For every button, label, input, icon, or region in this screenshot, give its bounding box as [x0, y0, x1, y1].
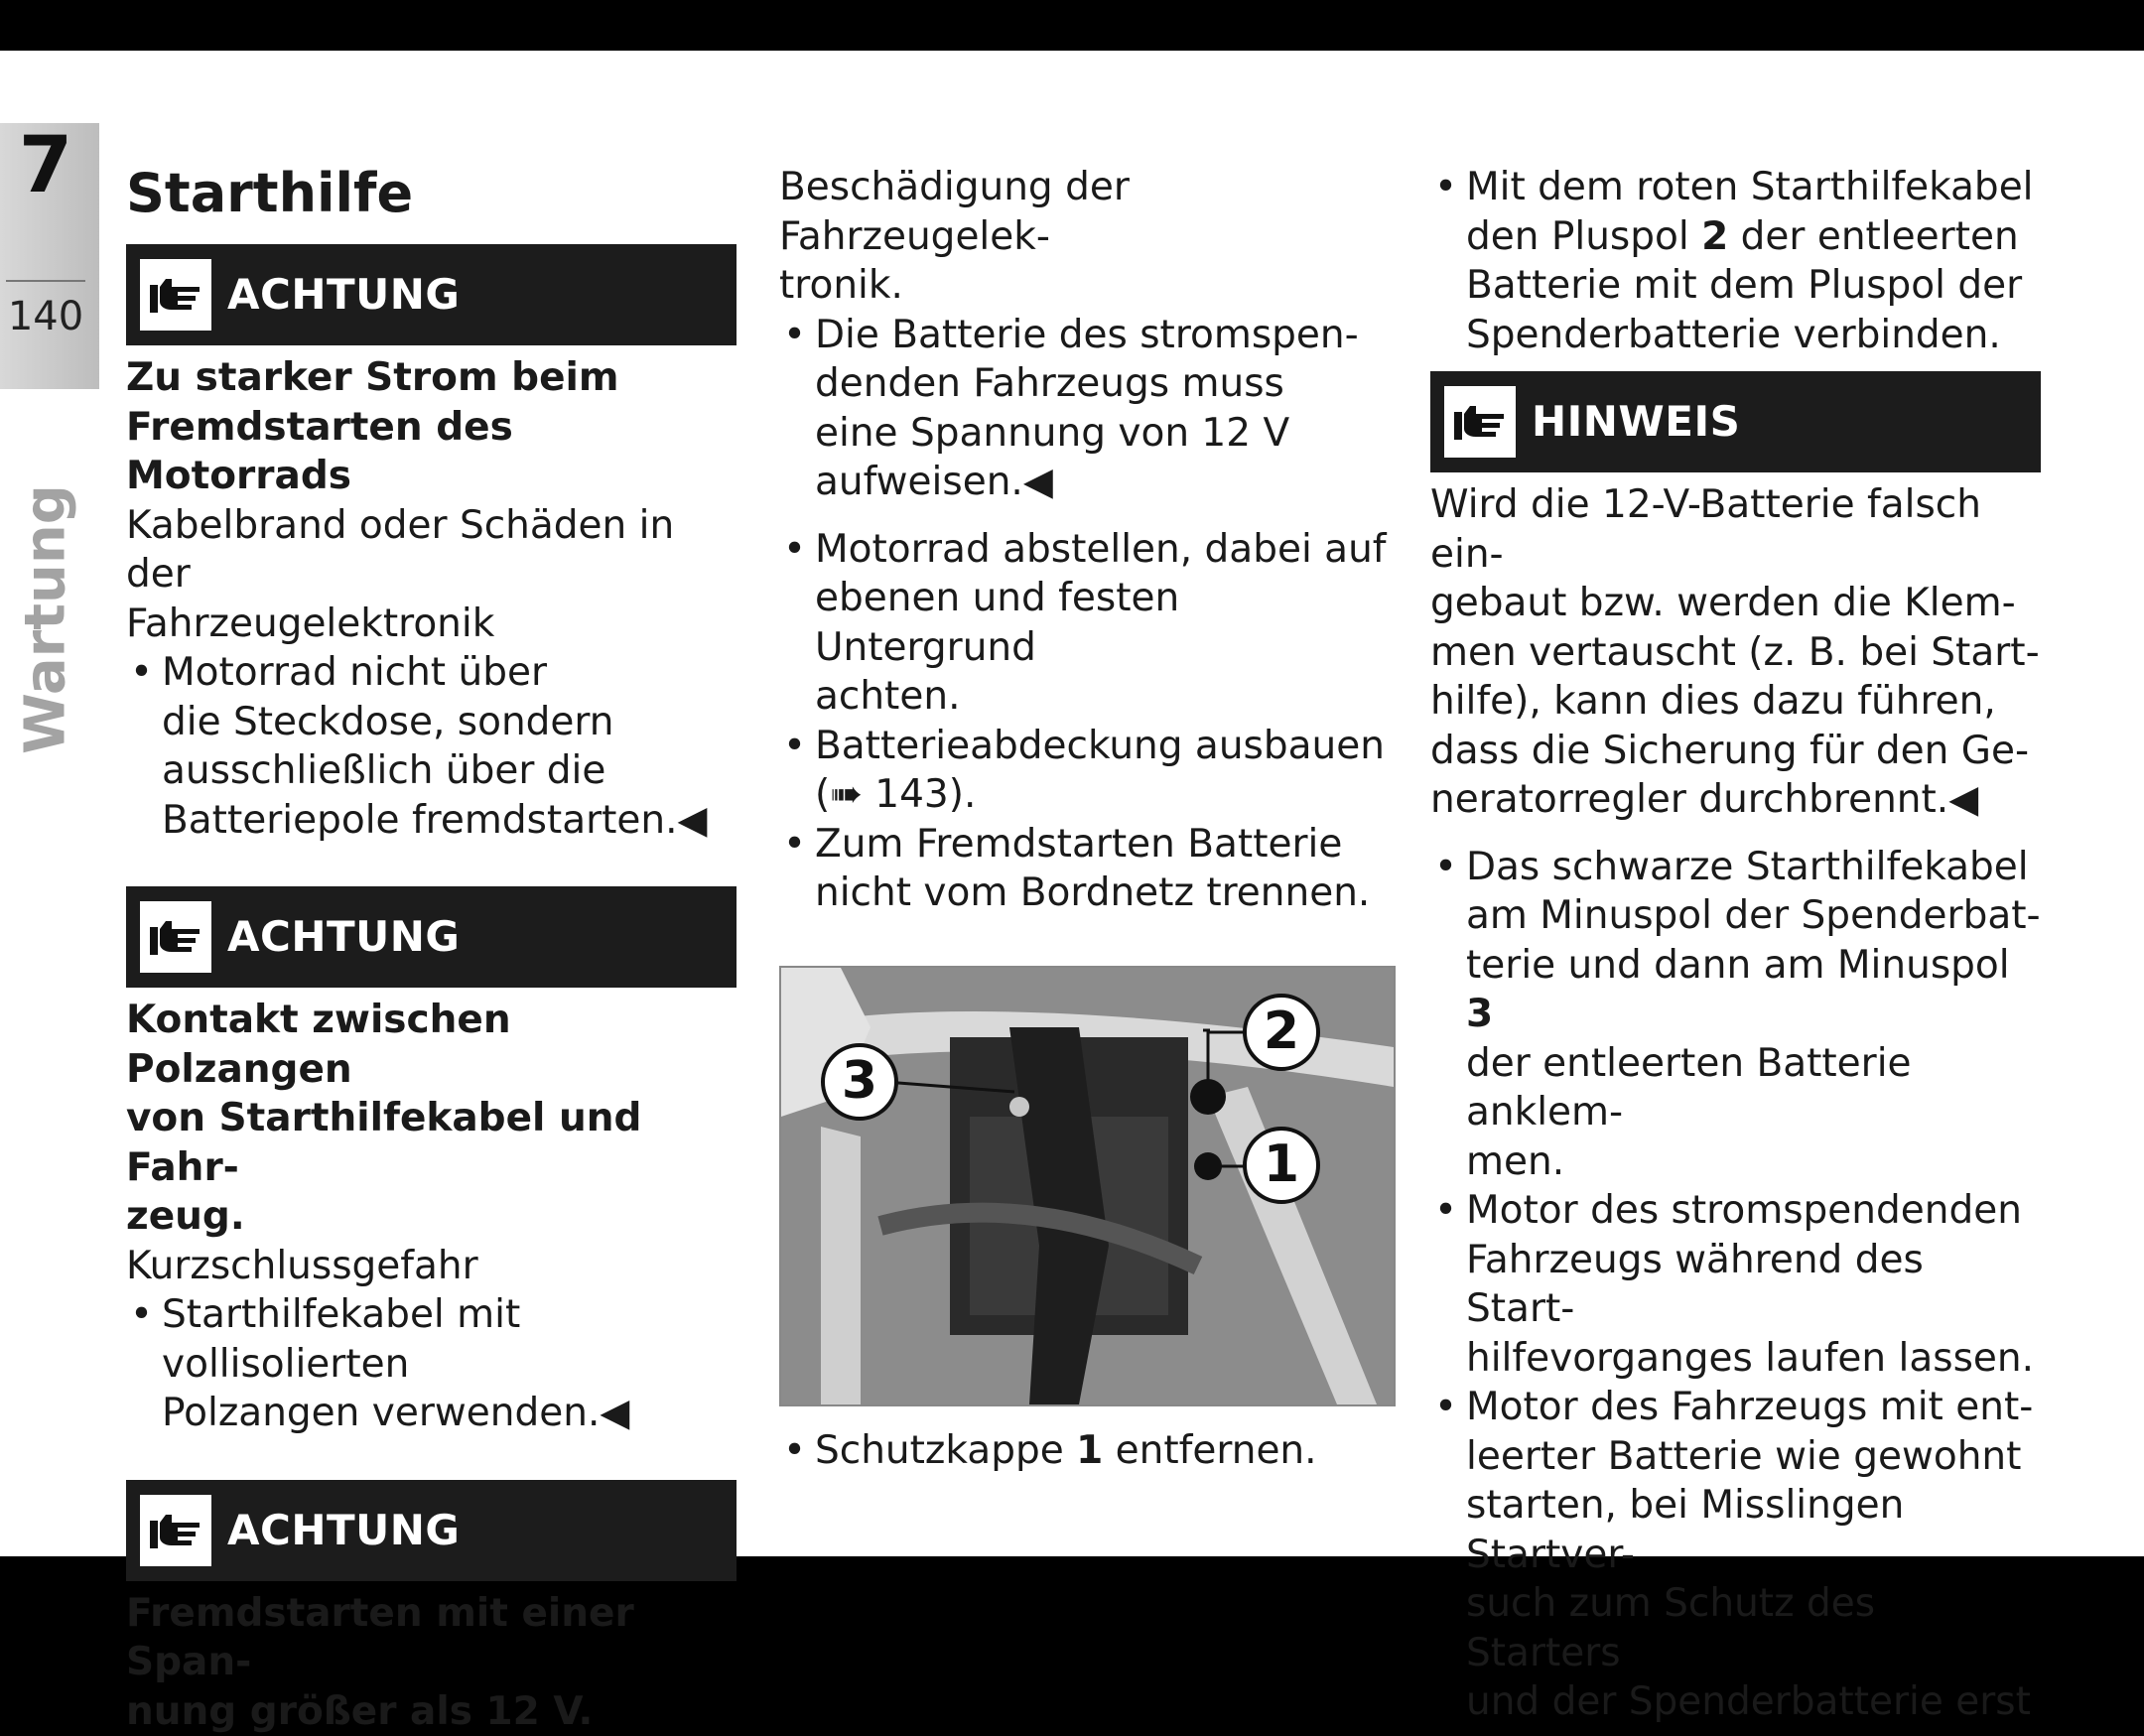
- chapter-number: 7: [0, 127, 91, 204]
- text-line: neratorregler durchbrennt.◀: [1430, 775, 2041, 825]
- bullet-item: [1430, 1186, 2041, 1383]
- text-line: such zum Schutz des Starters: [1466, 1579, 2041, 1677]
- text-line: ausschließlich über die: [162, 746, 737, 796]
- chapter-divider: [6, 280, 85, 282]
- warning-consequence: [126, 1242, 737, 1291]
- text-line: achten.: [815, 672, 1395, 722]
- warning-heading: [126, 1589, 737, 1736]
- text-line: denden Fahrzeugs muss: [815, 359, 1395, 409]
- column-1: [126, 161, 737, 1736]
- continued-text: [779, 163, 1395, 311]
- text-line: Zu starker Strom beim: [126, 353, 737, 403]
- text-line: • Starthilfekabel mit vollisolierten: [162, 1290, 737, 1389]
- text-line: am Minuspol der Spenderbat-: [1466, 891, 2041, 941]
- callout-reference: 2: [1701, 214, 1728, 259]
- text-line: leerter Batterie wie gewohnt: [1466, 1432, 2041, 1482]
- text-line: • Das schwarze Starthilfekabel: [1466, 843, 2041, 892]
- note-hand-icon: [1444, 386, 1516, 458]
- text-line: gebaut bzw. werden die Klem-: [1430, 579, 2041, 628]
- text-line: aufweisen.◀: [815, 458, 1395, 507]
- text-part: den Pluspol: [1466, 214, 1701, 259]
- warning-label: ACHTUNG: [227, 1506, 460, 1555]
- bullet-item: [1430, 163, 2041, 359]
- callout-1: 1: [1243, 1127, 1320, 1204]
- text-part: entfernen.: [1103, 1428, 1316, 1473]
- bullet-item: [126, 1290, 737, 1438]
- text-line: Kontakt zwischen Polzangen: [126, 996, 737, 1094]
- note-banner: [1430, 371, 2041, 472]
- warning-heading: [126, 353, 737, 501]
- text-line: hilfevorganges laufen lassen.: [1466, 1334, 2041, 1384]
- warning-hand-icon: [140, 1495, 211, 1566]
- text-line: der entleerten Batterie anklem-: [1466, 1039, 2041, 1137]
- text-line: von Starthilfekabel und Fahr-: [126, 1094, 737, 1192]
- column-2: [779, 163, 1395, 1475]
- page-number: 140: [0, 294, 91, 339]
- text-line: Beschädigung der Fahrzeugelek-: [779, 163, 1395, 261]
- text-line: eine Spannung von 12 V: [815, 409, 1395, 459]
- top-black-bar: [0, 0, 2144, 51]
- text-line: • Batterieabdeckung ausbauen: [815, 722, 1395, 771]
- text-line: • Motor des Fahrzeugs mit ent-: [1466, 1383, 2041, 1432]
- note-label: HINWEIS: [1532, 397, 1740, 447]
- text-line: tronik.: [779, 261, 1395, 311]
- text-line: dass die Sicherung für den Ge-: [1430, 727, 2041, 776]
- text-part: der entleerten: [1728, 214, 2018, 259]
- battery-photo: [779, 966, 1396, 1406]
- warning-label: ACHTUNG: [227, 912, 460, 962]
- text-line: men.: [1466, 1137, 2041, 1187]
- callout-reference: 3: [1466, 992, 1493, 1036]
- text-line: Fremdstarten des Motorrads: [126, 403, 737, 501]
- text-line: Batterie mit dem Pluspol der: [1466, 261, 2041, 311]
- text-line: Fahrzeugelektronik: [126, 600, 737, 649]
- text-line: Fremdstarten mit einer Span-: [126, 1589, 737, 1687]
- text-line: • Zum Fremdstarten Batterie: [815, 820, 1395, 869]
- text-line: nicht vom Bordnetz trennen.: [815, 868, 1395, 918]
- warning-heading: [126, 996, 737, 1242]
- column-3: [1430, 163, 2041, 1727]
- bullet-item: [779, 1426, 1395, 1476]
- bullet-item: [1430, 843, 2041, 1187]
- callout-2: 2: [1243, 994, 1320, 1071]
- text-line: • Motor des stromspendenden: [1466, 1186, 2041, 1236]
- text-line: (➠ 143).: [815, 770, 1395, 820]
- text-line: • Mit dem roten Starthilfekabel: [1466, 163, 2041, 212]
- text-line: nung größer als 12 V.: [126, 1687, 737, 1736]
- text-line: [1466, 941, 2041, 1039]
- bullet-item: [779, 525, 1395, 722]
- text-part: Schutzkappe: [815, 1428, 1076, 1473]
- bullet-item: [779, 311, 1395, 507]
- text-line: starten, bei Misslingen Startver-: [1466, 1481, 2041, 1579]
- text-line: die Steckdose, sondern: [162, 698, 737, 747]
- warning-banner: [126, 886, 737, 988]
- text-line: • Motorrad nicht über: [162, 648, 737, 698]
- text-part: terie und dann am Minuspol: [1466, 943, 2010, 988]
- warning-banner: [126, 1480, 737, 1581]
- callout-reference: 1: [1076, 1428, 1103, 1473]
- text-line: Batteriepole fremdstarten.◀: [162, 796, 737, 846]
- text-line: hilfe), kann dies dazu führen,: [1430, 677, 2041, 727]
- callout-3: 3: [821, 1043, 898, 1121]
- text-line: men vertauscht (z. B. bei Start-: [1430, 628, 2041, 678]
- warning-hand-icon: [140, 259, 211, 331]
- text-line: Kabelbrand oder Schäden in der: [126, 501, 737, 600]
- text-line: Fahrzeugs während des Start-: [1466, 1236, 2041, 1334]
- section-title: Starthilfe: [126, 161, 737, 226]
- bullet-item: [779, 820, 1395, 918]
- text-line: zeug.: [126, 1192, 737, 1242]
- text-line: Wird die 12-V-Batterie falsch ein-: [1430, 480, 2041, 579]
- text-line: Spenderbatterie verbinden.: [1466, 311, 2041, 360]
- warning-label: ACHTUNG: [227, 270, 460, 320]
- bullet-item: [126, 648, 737, 845]
- warning-consequence: [126, 501, 737, 649]
- text-line: • Motorrad abstellen, dabei auf: [815, 525, 1395, 575]
- warning-banner: [126, 244, 737, 345]
- text-line: Kurzschlussgefahr: [126, 1242, 737, 1291]
- text-line: [1466, 212, 2041, 262]
- text-line: und der Spenderbatterie erst: [1466, 1677, 2041, 1727]
- warning-hand-icon: [140, 901, 211, 973]
- bullet-item: [1430, 1383, 2041, 1727]
- bullet-item: [779, 722, 1395, 820]
- text-line: ebenen und festen Untergrund: [815, 574, 1395, 672]
- text-line: Polzangen verwenden.◀: [162, 1389, 737, 1438]
- section-side-label: Wartung: [14, 484, 78, 754]
- note-body: [1430, 480, 2041, 825]
- text-line: • Die Batterie des stromspen-: [815, 311, 1395, 360]
